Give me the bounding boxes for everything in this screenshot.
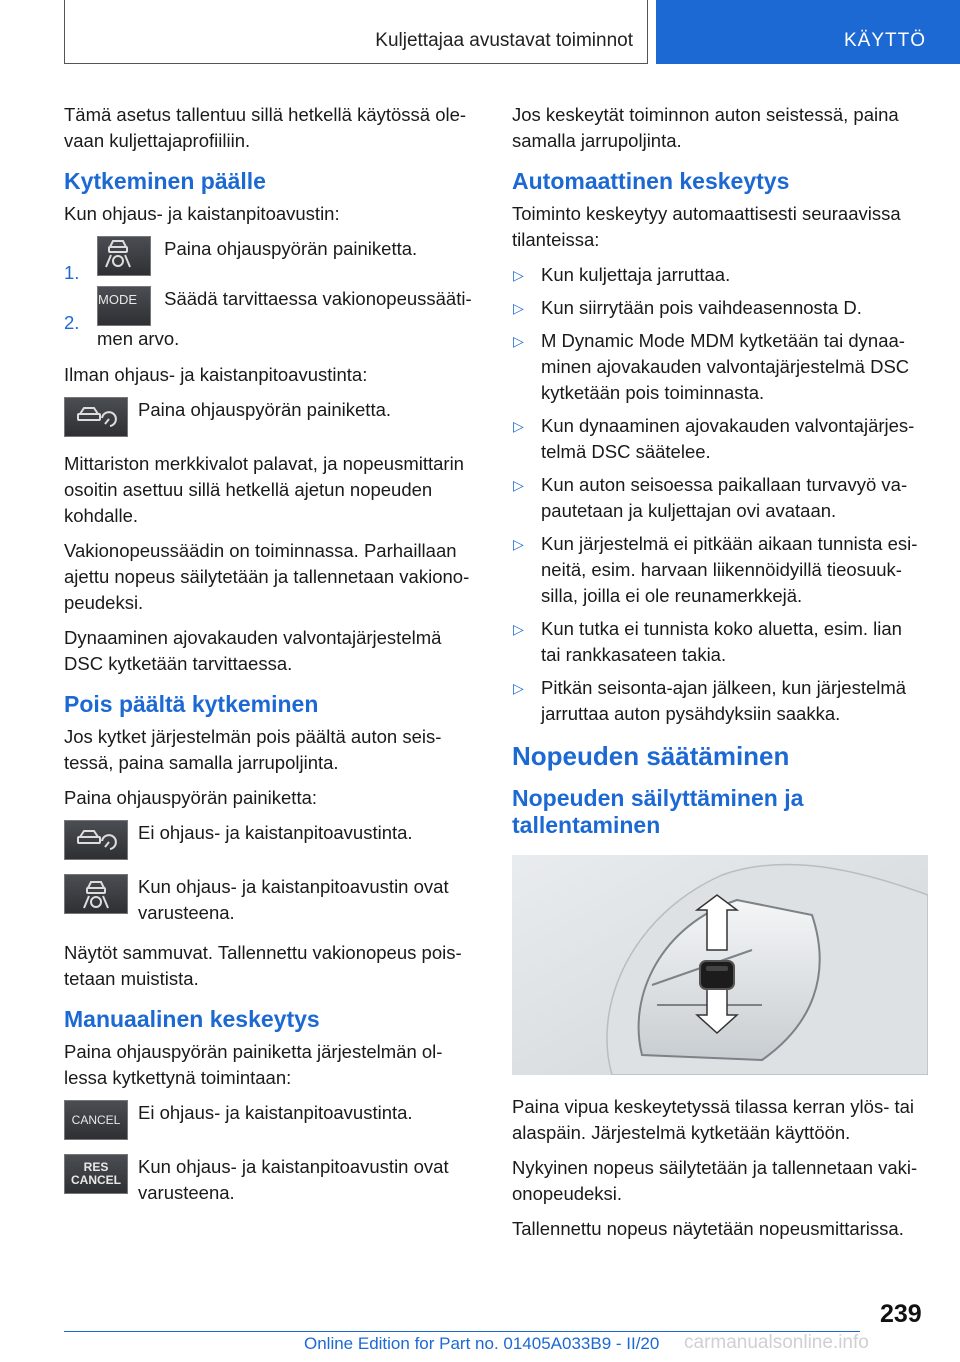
cruise-button-text: Paina ohjauspyörän painiketta. bbox=[138, 399, 392, 420]
auto-pause-list bbox=[512, 262, 924, 727]
lane-assist-button-icon bbox=[97, 236, 151, 276]
res-cancel-row bbox=[64, 1154, 476, 1206]
header-left-box bbox=[64, 0, 648, 64]
off-row-2 bbox=[64, 874, 476, 926]
list-item bbox=[512, 616, 924, 668]
heading-speed-adjust: Nopeuden säätäminen bbox=[512, 741, 790, 771]
paragraph-lever: Paina vipua keskeytetyssä tilassa kerran ylös- tai alaspäin. Järjestelmä kytketään käyttöön. bbox=[512, 1096, 915, 1143]
list-item-text: Kun dynaaminen ajovakauden valvontajärjestelmä DSC säätelee. bbox=[541, 415, 915, 462]
paragraph-indicators: Mittariston merkkivalot palavat, ja nopeusmittarin osoitin asettuu sillä hetkellä ajetun nopeuden kohdalle. bbox=[64, 453, 464, 526]
paragraph-speed-shown: Tallennettu nopeus näytetään nopeusmittarissa. bbox=[512, 1218, 904, 1239]
watermark: carmanualsonline.info bbox=[684, 1332, 869, 1353]
step-2-text: Säädä tarvittaessa vakionopeussäätimen arvo. bbox=[97, 288, 472, 349]
heading-switch-on: Kytkeminen päälle bbox=[64, 168, 266, 194]
right-column bbox=[512, 102, 924, 1251]
list-item-text: Kun tutka ei tunnista koko aluetta, esim. lian tai rankkasateen takia. bbox=[541, 618, 902, 665]
step-1-number: 1. bbox=[64, 262, 80, 283]
chapter-title: Kuljettajaa avustavat toiminnot bbox=[375, 30, 633, 51]
triangle-right-icon: ▷ bbox=[513, 300, 524, 316]
mode-button-icon: MODE bbox=[97, 286, 151, 326]
paragraph-displays-off: Näytöt sammuvat. Tallennettu vakionopeus poistetaan muistista. bbox=[64, 942, 462, 989]
step-1-text: Paina ohjauspyörän painiketta. bbox=[164, 238, 418, 259]
list-item-text: Pitkän seisonta-ajan jälkeen, kun järjestelmä jarruttaa auton pysähdyksiin saakka. bbox=[541, 677, 907, 724]
list-item bbox=[512, 295, 924, 321]
step-2-number: 2. bbox=[64, 312, 80, 333]
heading-switch-off: Pois päältä kytkeminen bbox=[64, 691, 319, 717]
list-item-text: Kun siirrytään pois vaihdeasennosta D. bbox=[541, 297, 862, 318]
paragraph-current-speed: Nykyinen nopeus säilytetään ja tallennetaan vakionopeudeksi. bbox=[512, 1157, 918, 1204]
res-cancel-button-icon bbox=[64, 1154, 128, 1194]
section-title: KÄYTTÖ bbox=[843, 30, 926, 51]
paragraph-cruise-active: Vakionopeussäädin on toiminnassa. Parhaillaan ajettu nopeus säilytetään ja tallennetaan vakionopeudeksi. bbox=[64, 540, 470, 613]
triangle-right-icon: ▷ bbox=[513, 418, 524, 434]
left-column bbox=[64, 102, 476, 1220]
header-section-tab[interactable] bbox=[656, 0, 960, 64]
cancel-button-icon: CANCEL bbox=[64, 1100, 128, 1140]
triangle-right-icon: ▷ bbox=[513, 680, 524, 696]
intro-paragraph: Tämä asetus tallentuu sillä hetkellä käytössä olevaan kuljettajaprofiiliin. bbox=[64, 104, 467, 151]
cruise-control-button-icon bbox=[64, 820, 128, 860]
off-row-2-text: Kun ohjaus- ja kaistanpitoavustin ovat varusteena. bbox=[138, 876, 449, 923]
step-1 bbox=[64, 236, 476, 283]
res-cancel-row-text: Kun ohjaus- ja kaistanpitoavustin ovat varusteena. bbox=[138, 1156, 449, 1203]
paragraph-auto: Toiminto keskeytyy automaattisesti seuraavissa tilanteissa: bbox=[512, 203, 901, 250]
paragraph-stop-brake: Jos keskeytät toiminnon auton seistessä, paina samalla jarrupoljinta. bbox=[512, 104, 899, 151]
cruise-control-button-icon bbox=[64, 397, 128, 437]
lane-assist-button-icon bbox=[64, 874, 128, 914]
triangle-right-icon: ▷ bbox=[513, 477, 524, 493]
res-label: RES bbox=[83, 1160, 109, 1174]
paragraph-off-brake: Jos kytket järjestelmän pois päältä auton seistessä, paina samalla jarrupoljinta. bbox=[64, 726, 442, 773]
list-item-text: Kun kuljettaja jarruttaa. bbox=[541, 264, 731, 285]
paragraph-without-assistant: Ilman ohjaus- ja kaistanpitoavustinta: bbox=[64, 364, 368, 385]
res-cancel-label: CANCEL bbox=[71, 1173, 121, 1187]
footer-edition: Online Edition for Part no. 01405A033B9 - II/20 bbox=[304, 1334, 660, 1353]
step-2 bbox=[64, 286, 476, 352]
paragraph-dsc: Dynaaminen ajovakauden valvontajärjestelmä DSC kytketään tarvittaessa. bbox=[64, 627, 442, 674]
list-item-text: Kun auton seisoessa paikallaan turvavyö vapautetaan ja kuljettajan ovi avataan. bbox=[541, 474, 908, 521]
paragraph-off-press: Paina ohjauspyörän painiketta: bbox=[64, 787, 318, 808]
list-item bbox=[512, 262, 924, 288]
paragraph-with-assistant: Kun ohjaus- ja kaistanpitoavustin: bbox=[64, 203, 340, 224]
list-item bbox=[512, 531, 924, 609]
cruise-button-row bbox=[64, 397, 476, 437]
off-row-1 bbox=[64, 820, 476, 860]
triangle-right-icon: ▷ bbox=[513, 621, 524, 637]
triangle-right-icon: ▷ bbox=[513, 333, 524, 349]
list-item bbox=[512, 328, 924, 406]
list-item-text: Kun järjestelmä ei pitkään aikaan tunnista esineitä, esim. harvaan liikennöidyillä tieosuuksilla, joilla ei ole reunamerkkejä. bbox=[541, 533, 918, 606]
heading-speed-keep: Nopeuden säilyttäminen ja tallentaminen bbox=[512, 785, 804, 838]
heading-auto-pause: Automaattinen keskeytys bbox=[512, 168, 790, 194]
list-item bbox=[512, 675, 924, 727]
paragraph-manual: Paina ohjauspyörän painiketta järjestelmän ollessa kytkettynä toimintaan: bbox=[64, 1041, 443, 1088]
list-item-text: M Dynamic Mode MDM kytketään tai dynaaminen ajovakauden valvontajärjestelmä DSC kytketään pois toiminnasta. bbox=[541, 330, 910, 403]
list-item bbox=[512, 413, 924, 465]
page-number: 239 bbox=[880, 1300, 922, 1328]
cancel-row bbox=[64, 1100, 476, 1140]
list-item bbox=[512, 472, 924, 524]
heading-manual-pause: Manuaalinen keskeytys bbox=[64, 1006, 320, 1032]
steering-wheel-lever-illustration bbox=[512, 855, 928, 1075]
triangle-right-icon: ▷ bbox=[513, 267, 524, 283]
off-row-1-text: Ei ohjaus- ja kaistanpitoavustinta. bbox=[138, 822, 413, 843]
triangle-right-icon: ▷ bbox=[513, 536, 524, 552]
cancel-row-text: Ei ohjaus- ja kaistanpitoavustinta. bbox=[138, 1102, 413, 1123]
